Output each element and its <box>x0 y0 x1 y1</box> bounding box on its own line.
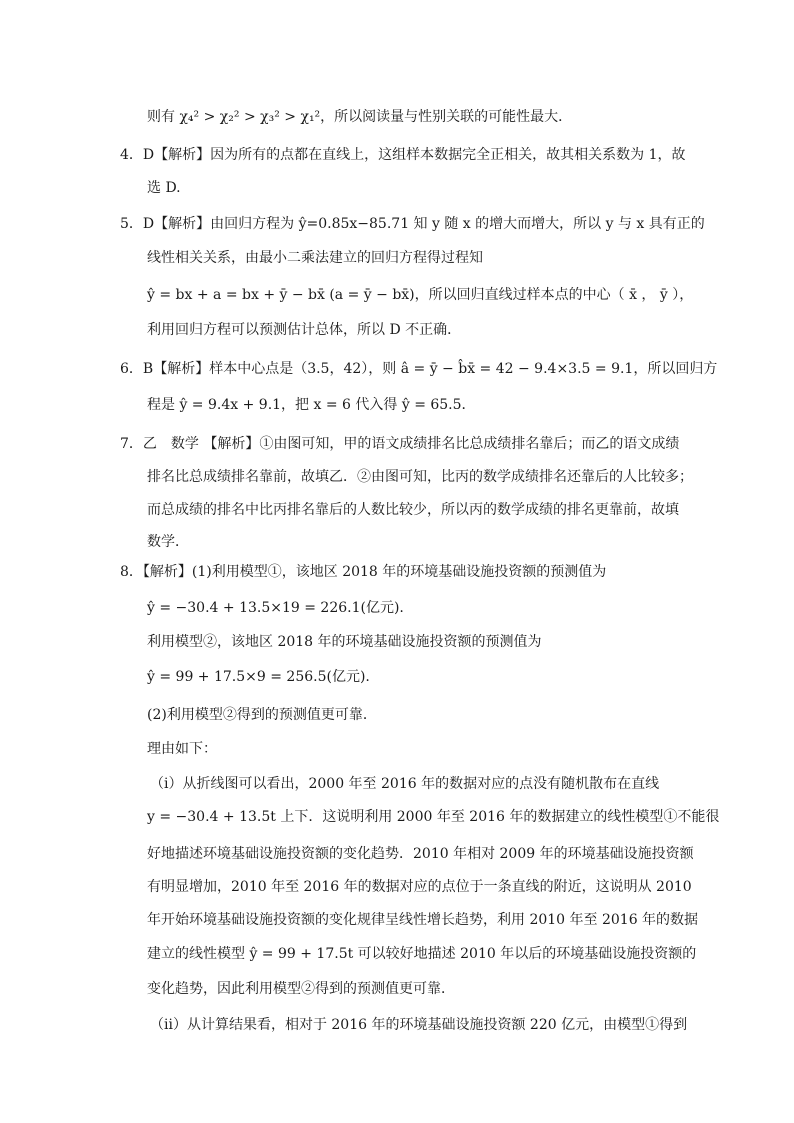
text-line-4: 5．D【解析】由回归方程为 ŷ=0.85x−85.71 知 y 随 x 的增大而增大，所以 y 与 x 具有正的 <box>120 216 705 232</box>
text-line-26: 变化趋势，因此利用模型②得到的预测值更可靠． <box>147 981 455 997</box>
text-line-3: 选 D. <box>147 180 181 196</box>
text-line-9: 程是 ŷ = 9.4x + 9.1，把 x = 6 代入得 ŷ = 65.5． <box>147 397 476 413</box>
text-line-12: 而总成绩的排名中比丙排名靠后的人数比较少，所以丙的数学成绩的排名更靠前，故填 <box>147 502 679 518</box>
text-line-6: ŷ = bx + a = bx + ȳ − bx̄ (a = ȳ − bx̄)，所以回归直线过样本点的中心（ x̄ ， ȳ ）， <box>147 287 694 303</box>
text-line-15: ŷ = −30.4 + 13.5×19 = 226.1(亿元). <box>147 600 404 616</box>
text-line-23: 有明显增加，2010 年至 2016 年的数据对应的点位于一条直线的附近，这说明从 2010 <box>147 879 692 895</box>
text-line-18: (2)利用模型②得到的预测值更可靠． <box>147 707 377 723</box>
text-line-25: 建立的线性模型 ŷ = 99 + 17.5t 可以较好地描述 2010 年以后的环境基础设施投资额的 <box>147 946 697 962</box>
text-line-5: 线性相关关系，由最小二乘法建立的回归方程得过程知 <box>147 250 483 266</box>
text-line-17: ŷ = 99 + 17.5×9 = 256.5(亿元). <box>147 669 370 685</box>
text-line-7: 利用回归方程可以预测估计总体，所以 D 不正确． <box>147 322 462 338</box>
text-line-2: 4．D【解析】因为所有的点都在直线上，这组样本数据完全正相关，故其相关系数为 1，故 <box>120 147 686 163</box>
text-line-22: 好地描述环境基础设施投资额的变化趋势．2010 年相对 2009 年的环境基础设施投资额 <box>147 846 694 862</box>
text-line-8: 6．B【解析】样本中心点是（3.5，42），则 â = ȳ − b̂x̄ = 42 − 9.4×3.5 = 9.1，所以回归方 <box>120 361 718 377</box>
text-line-24: 年开始环境基础设施投资额的变化规律呈线性增长趋势，利用 2010 年至 2016 年的数据 <box>147 912 699 928</box>
text-line-14: 8．【解析】(1)利用模型①，该地区 2018 年的环境基础设施投资额的预测值为 <box>120 564 607 580</box>
text-line-21: y = −30.4 + 13.5t 上下．这说明利用 2000 年至 2016 年的数据建立的线性模型①不能很 <box>147 809 720 825</box>
text-line-27: （ⅱ）从计算结果看，相对于 2016 年的环境基础设施投资额 220 亿元，由模型①得到 <box>150 1017 688 1033</box>
text-line-20: （ⅰ）从折线图可以看出，2000 年至 2016 年的数据对应的点没有随机散布在直线 <box>150 776 660 792</box>
text-line-19: 理由如下： <box>147 741 217 757</box>
text-line-11: 排名比总成绩排名靠前，故填乙．②由图可知，比丙的数学成绩排名还靠后的人比较多； <box>147 469 693 485</box>
text-line-1: 则有 χ₄² > χ₂² > χ₃² > χ₁²，所以阅读量与性别关联的可能性最大． <box>147 109 573 125</box>
text-line-16: 利用模型②，该地区 2018 年的环境基础设施投资额的预测值为 <box>147 634 542 650</box>
text-line-13: 数学． <box>147 534 189 550</box>
text-line-10: 7．乙 数学 【解析】①由图可知，甲的语文成绩排名比总成绩排名靠后；而乙的语文成绩 <box>120 436 680 452</box>
